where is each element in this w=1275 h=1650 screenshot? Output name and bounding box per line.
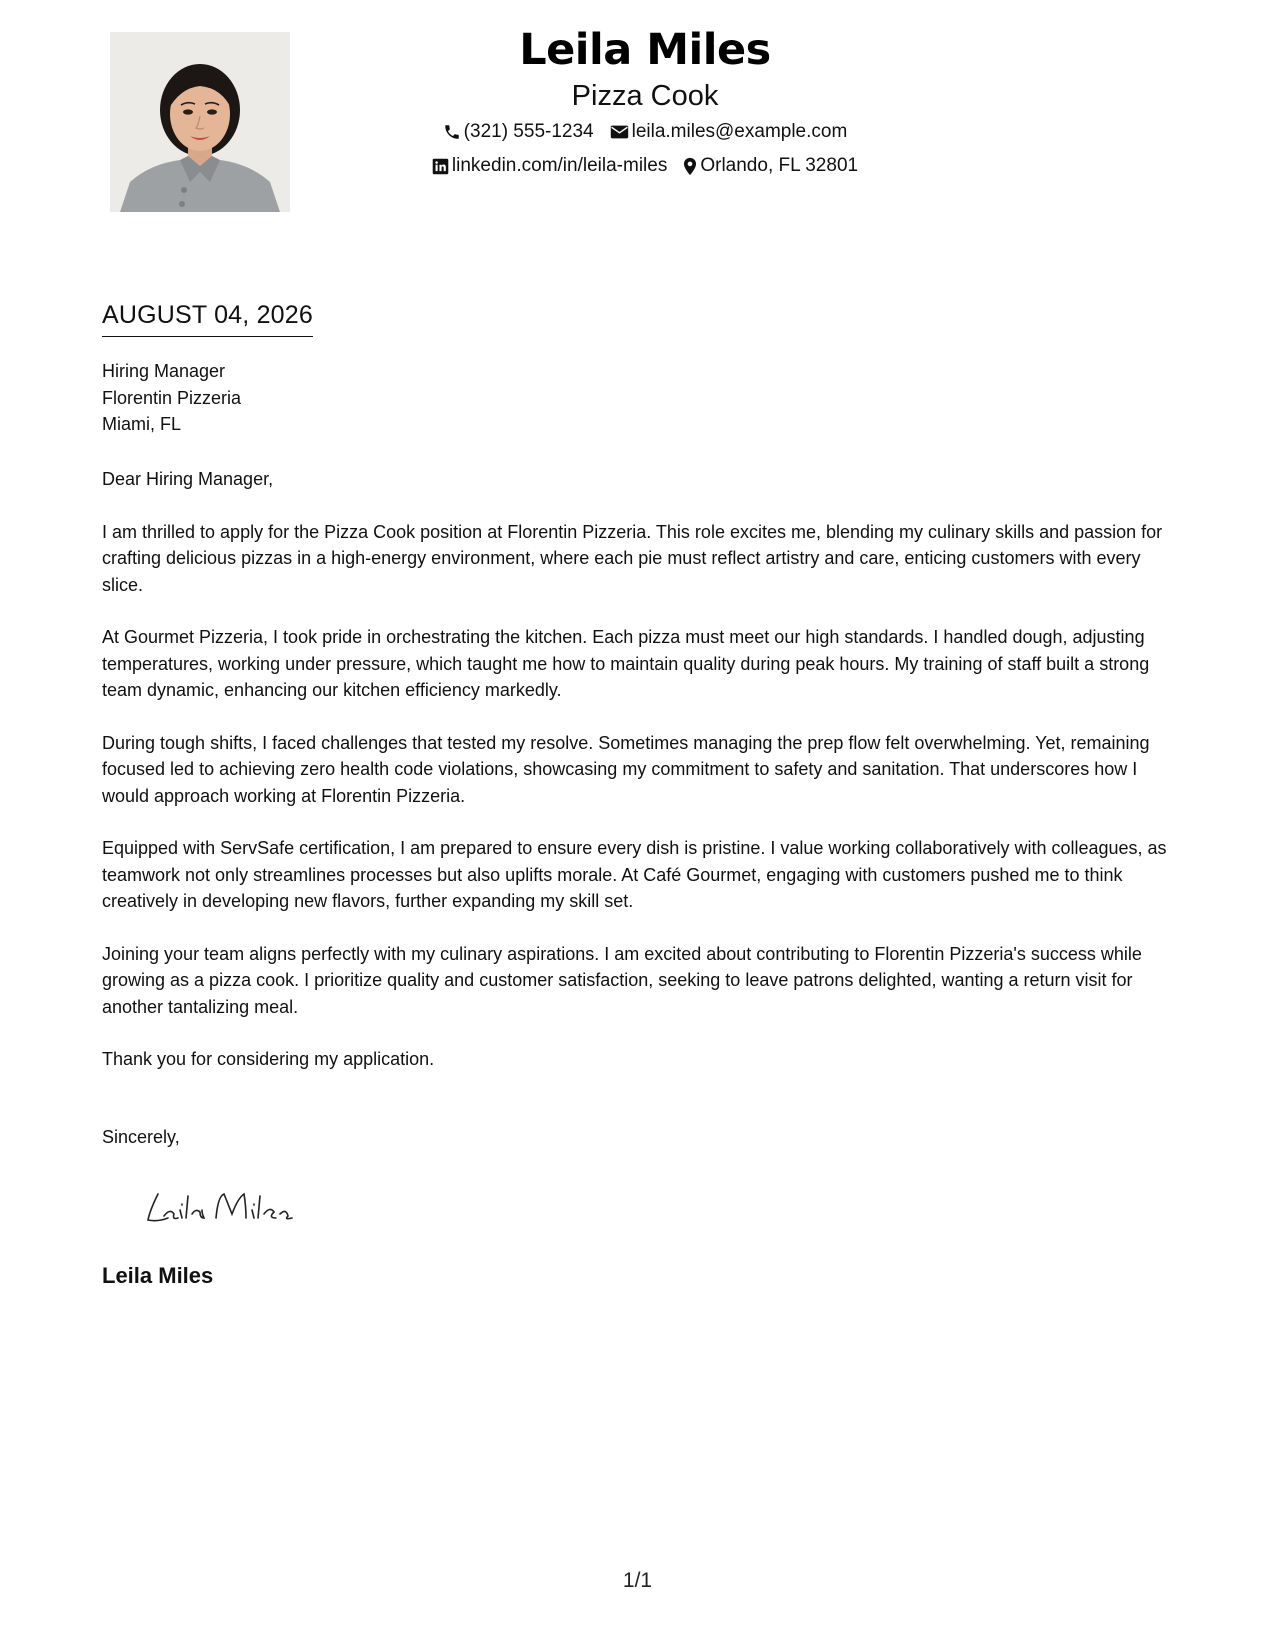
- contact-location: [683, 150, 858, 182]
- email-text: leila.miles@example.com: [631, 121, 848, 142]
- map-marker-icon: [683, 157, 697, 176]
- envelope-icon: [610, 124, 629, 140]
- profile-photo: [110, 32, 290, 212]
- recipient-block: [102, 358, 241, 438]
- applicant-title: Pizza Cook: [571, 80, 719, 112]
- applicant-name: Leila Miles: [519, 25, 771, 75]
- recipient-line-3: Miami, FL: [102, 414, 182, 434]
- handwritten-signature: [140, 1180, 340, 1230]
- paragraph-2: At Gourmet Pizzeria, I took pride in orchestrating the kitchen. Each pizza must meet our high standards. I handled dough, adjusting temperatures, working under pressure, which taught me how to maintain quality during peak hours. My training of staff built a strong team dynamic, enhancing our kitchen efficiency markedly.: [102, 627, 1150, 700]
- phone-text: (321) 555-1234: [463, 121, 594, 142]
- contact-row-secondary: [330, 150, 960, 182]
- letter-header: [330, 22, 960, 182]
- contact-email[interactable]: [610, 116, 848, 148]
- paragraph-5: Joining your team aligns perfectly with my culinary aspirations. I am excited about contributing to Florentin Pizzeria's success while growing as a pizza cook. I prioritize quality and customer satisfaction, seeking to leave patrons delighted, wanting a return visit for another tantalizing meal.: [102, 943, 1142, 1017]
- letter-date: AUGUST 04, 2026: [102, 298, 313, 337]
- recipient-line-1: Hiring Manager: [102, 361, 226, 381]
- salutation: Dear Hiring Manager,: [102, 469, 274, 489]
- contact-linkedin[interactable]: [432, 150, 667, 182]
- paragraph-1: I am thrilled to apply for the Pizza Cook position at Florentin Pizzeria. This role excites me, blending my culinary skills and passion for crafting delicious pizzas in a high-energy environment, where each pie must reflect artistry and care, enticing customers with every slice.: [102, 521, 1163, 595]
- paragraph-6: Thank you for considering my application.: [102, 1049, 435, 1069]
- paragraph-3: During tough shifts, I faced challenges that tested my resolve. Sometimes managing the prep flow felt overwhelming. Yet, remaining focused led to achieving zero health code violations, showcasing my commitment to safety and sanitation. That underscores how I would approach working at Florentin Pizzeria.: [102, 732, 1150, 806]
- portrait-image: [110, 32, 290, 212]
- signer-name: Leila Miles: [102, 1263, 214, 1288]
- letter-body: [102, 466, 1182, 1099]
- closing-text: Sincerely,: [102, 1127, 180, 1147]
- linkedin-icon: [432, 158, 449, 175]
- contact-row-primary: [330, 116, 960, 148]
- phone-icon: [443, 123, 461, 141]
- page-indicator: 1/1: [622, 1569, 653, 1592]
- contact-phone: [443, 116, 594, 148]
- linkedin-text: linkedin.com/in/leila-miles: [451, 155, 668, 176]
- recipient-line-2: Florentin Pizzeria: [102, 387, 242, 408]
- location-text: Orlando, FL 32801: [700, 155, 859, 176]
- paragraph-4: Equipped with ServSafe certification, I am prepared to ensure every dish is pristine. I value working collaboratively with colleagues, as teamwork not only streamlines processes but also uplifts morale. At Café Gourmet, engaging with customers pushed me to think creatively in developing new flavors, further expanding my skill set.: [102, 838, 1167, 911]
